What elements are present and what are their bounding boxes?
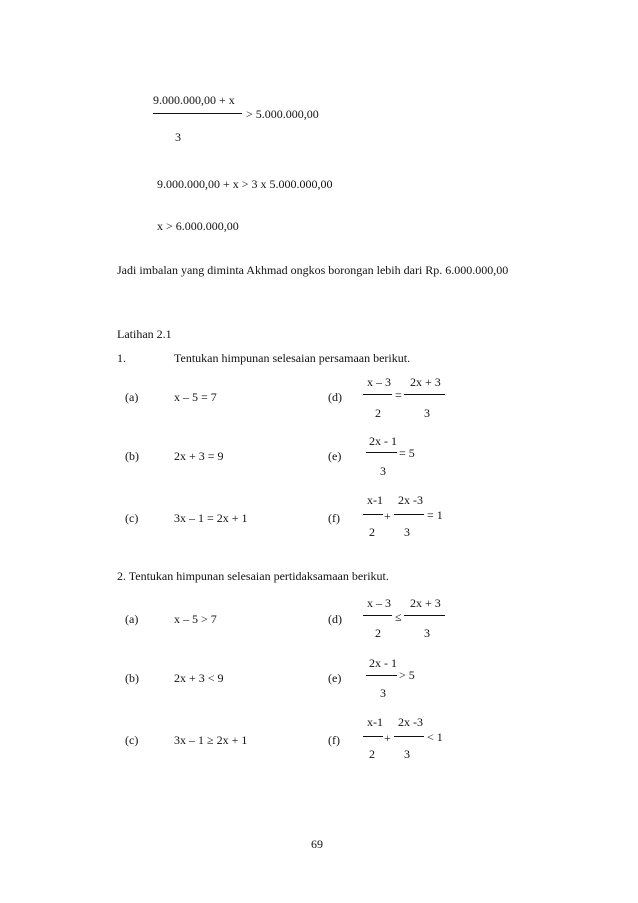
page-number: 69 [311,837,323,851]
q1f-operator: + [384,509,391,523]
q2e-label: (e) [328,671,342,685]
q2b-expression: 2x + 3 < 9 [174,671,224,685]
q1e-fraction-bar [366,452,397,453]
q2f-label: (f) [328,733,340,747]
q1a-expression: x – 5 = 7 [174,390,217,404]
derivation-denominator: 3 [175,130,181,144]
q1c-expression: 3x – 1 = 2x + 1 [174,511,248,525]
q2e-rhs: > 5 [399,668,415,682]
exercise-title: Latihan 2.1 [117,327,172,341]
q1e-numerator: 2x - 1 [369,434,397,448]
q2e-fraction-bar [366,675,397,676]
q1-number: 1. [117,351,126,365]
q1b-label: (b) [125,449,139,463]
q2c-expression: 3x – 1 ≥ 2x + 1 [174,733,248,747]
q1f-fraction-bar-left [363,514,383,515]
q1f-rhs: = 1 [427,508,443,522]
q1f-denominator-left: 2 [369,525,375,539]
q2d-numerator-right: 2x + 3 [410,596,441,610]
q1c-label: (c) [125,511,139,525]
q2f-rhs: < 1 [427,730,443,744]
q2f-fraction-bar-left [363,736,383,737]
q2d-denominator-left: 2 [375,626,381,640]
q1e-rhs: = 5 [399,446,415,460]
q2b-label: (b) [125,671,139,685]
q1d-denominator-left: 2 [375,406,381,420]
q1e-label: (e) [328,449,342,463]
q2a-label: (a) [125,612,139,626]
q2f-operator: + [384,731,391,745]
q1b-expression: 2x + 3 = 9 [174,449,224,463]
q1d-numerator-left: x – 3 [367,375,391,389]
q2f-fraction-bar-right [394,736,424,737]
q1e-denominator: 3 [380,464,386,478]
q2f-numerator-right: 2x -3 [398,715,423,729]
q2d-fraction-bar-right [404,615,445,616]
derivation-fraction-bar [153,113,242,114]
q2d-numerator-left: x – 3 [367,596,391,610]
q2c-label: (c) [125,733,139,747]
derivation-numerator: 9.000.000,00 + x [153,93,235,107]
q2d-operator: ≤ [395,610,402,624]
q1f-label: (f) [328,511,340,525]
derivation-conclusion: Jadi imbalan yang diminta Akhmad ongkos borongan lebih dari Rp. 6.000.000,00 [117,263,509,277]
q1d-fraction-bar-left [363,394,392,395]
q2f-numerator-left: x-1 [367,715,383,729]
q1a-label: (a) [125,390,139,404]
q1d-operator: = [395,388,402,402]
q2d-label: (d) [328,612,342,626]
q2d-fraction-bar-left [363,615,392,616]
q1d-numerator-right: 2x + 3 [410,375,441,389]
q2d-denominator-right: 3 [424,626,430,640]
q2f-denominator-left: 2 [369,747,375,761]
q1d-label: (d) [328,390,342,404]
q1f-denominator-right: 3 [404,525,410,539]
q2f-denominator-right: 3 [404,747,410,761]
q1-instruction: Tentukan himpunan selesaian persamaan berikut. [174,351,411,365]
q1f-numerator-left: x-1 [367,493,383,507]
q2e-numerator: 2x - 1 [369,656,397,670]
derivation-step3: x > 6.000.000,00 [157,219,239,233]
q2a-expression: x – 5 > 7 [174,612,217,626]
q1f-fraction-bar-right [394,514,424,515]
q1f-numerator-right: 2x -3 [398,493,423,507]
derivation-rhs: > 5.000.000,00 [246,107,319,121]
q1d-denominator-right: 3 [424,406,430,420]
q2-instruction: 2. Tentukan himpunan selesaian pertidaksamaan berikut. [117,569,389,583]
derivation-step2: 9.000.000,00 + x > 3 x 5.000.000,00 [157,177,333,191]
q1d-fraction-bar-right [404,394,445,395]
q2e-denominator: 3 [380,686,386,700]
